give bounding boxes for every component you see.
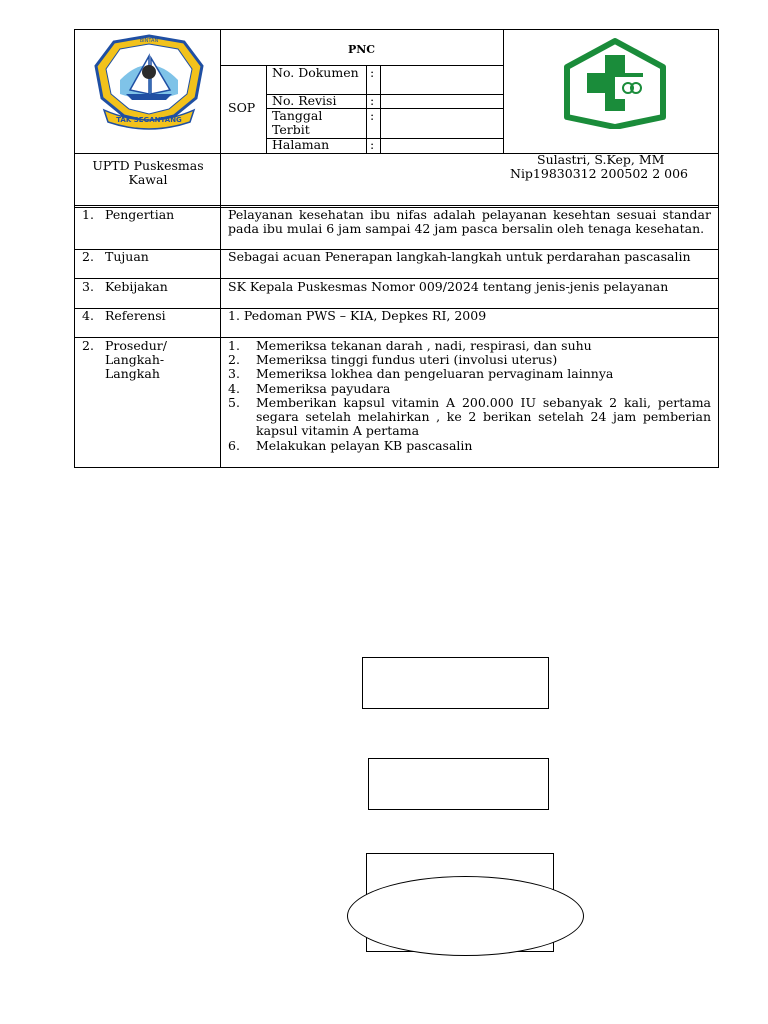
field-sep: : [370,137,375,152]
emblem-motto: TAK SEGANTANG [116,116,182,124]
field-label-halaman: Halaman [272,137,330,152]
step-text: Melakukan pelayan KB pascasalin [256,438,473,453]
emblem-top-text: BINTAN [139,38,159,44]
section-number: 4. [82,308,94,323]
regency-emblem-logo [86,32,212,132]
flowchart-box [368,758,549,810]
section-text-kebijakan: SK Kepala Puskesmas Nomor 009/2024 tentang jenis-jenis pelayanan [228,279,669,294]
field-label-no-dokumen: No. Dokumen [272,65,359,80]
section-label-kebijakan: Kebijakan [105,279,168,294]
field-sep: : [370,108,375,123]
step-number: 1. [228,338,240,353]
section-number: 2. [82,249,94,264]
step-number: 4. [228,381,240,396]
puskesmas-logo [563,37,668,129]
section-label-pengertian: Pengertian [105,207,175,222]
section-text-pengertian: Pelayanan kesehatan ibu nifas adalah pelayanan kesehtan sesuai standar pada ibu mulai 6 jam sampai 42 jam pasca bersalin oleh tenaga kesehatan. [228,207,711,236]
section-label-prosedur: Prosedur/ Langkah-Langkah [105,338,167,381]
step-text: Memeriksa payudara [256,381,391,396]
flowchart-terminator-ellipse [347,876,584,956]
step-number: 6. [228,438,240,453]
step-text: Memeriksa lokhea dan pengeluaran pervaginam lainnya [256,366,614,381]
section-text-referensi: 1. Pedoman PWS – KIA, Depkes RI, 2009 [228,308,487,323]
step-text: Memeriksa tekanan darah , nadi, respirasi, dan suhu [256,338,592,353]
section-number: 1. [82,207,94,222]
section-number: 3. [82,279,94,294]
step-number: 2. [228,352,240,367]
signer-name: Sulastri, S.Kep, MM [537,152,665,167]
signer-nip: Nip19830312 200502 2 006 [510,166,689,181]
step-text: Memeriksa tinggi fundus uteri (involusi uterus) [256,352,558,367]
section-text-tujuan: Sebagai acuan Penerapan langkah-langkah untuk perdarahan pascasalin [228,249,691,264]
step-number: 3. [228,366,240,381]
section-label-tujuan: Tujuan [105,249,149,264]
section-number: 2. [82,338,94,353]
step-text: Memberikan kapsul vitamin A 200.000 IU sebanyak 2 kali, pertama segara setelah melahirkan , ke 2 berikan setelah 24 jam pemberian kapsul vitamin A pertama [256,395,711,438]
sop-label: SOP [228,100,256,115]
org-name: UPTD Puskesmas Kawal [92,158,204,187]
flowchart-box [362,657,549,709]
field-sep: : [370,65,375,80]
field-label-no-revisi: No. Revisi [272,93,337,108]
section-label-referensi: Referensi [105,308,166,323]
field-label-tanggal-terbit: Tanggal Terbit [272,108,323,137]
document-title: PNC [347,43,376,56]
field-sep: : [370,93,375,108]
step-number: 5. [228,395,240,410]
